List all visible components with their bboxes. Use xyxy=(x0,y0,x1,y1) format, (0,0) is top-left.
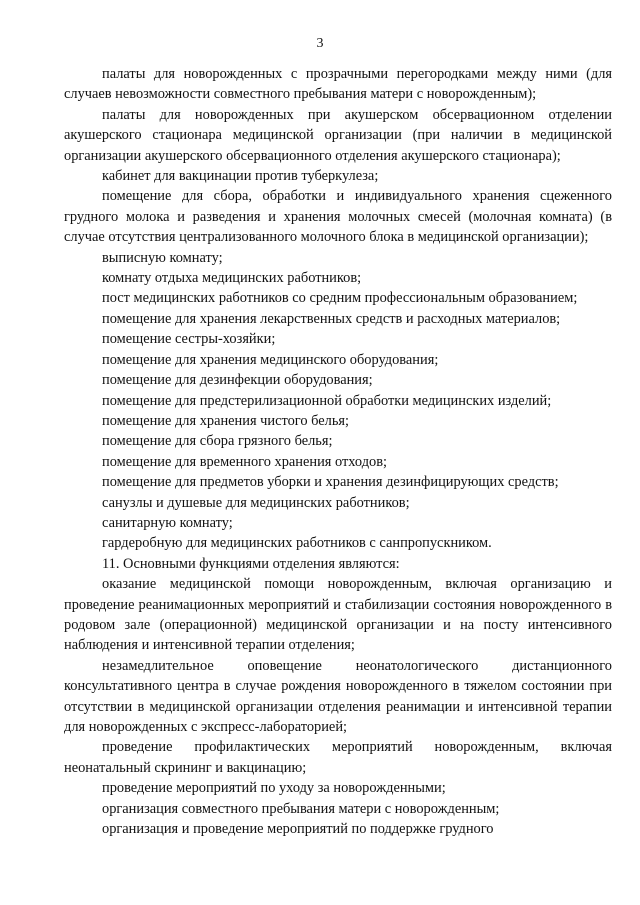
paragraph: организация и проведение мероприятий по поддержке грудного xyxy=(102,821,494,838)
paragraph: помещение для временного хранения отходов; xyxy=(102,453,388,470)
paragraph: палаты для новорожденных при акушерском обсервационном отделении акушерского стационара медицинской организации (при наличии в медицинской организации акушерского обсервационного отделения акушерского стационара); xyxy=(64,106,612,164)
paragraph: помещение для хранения лекарственных средств и расходных материалов; xyxy=(102,310,561,327)
paragraph: оказание медицинской помощи новорожденным, включая организацию и проведение реанимационных мероприятий и стабилизации состояния новорожденного в родовом зале (операционной) медицинской организации и на посту интенсивного наблюдения и интенсивной терапии отделения; xyxy=(64,576,612,654)
paragraph: помещение для предметов уборки и хранения дезинфицирующих средств; xyxy=(102,474,559,491)
paragraph: помещение для хранения чистого белья; xyxy=(102,412,350,429)
page-number: 3 xyxy=(316,36,324,51)
paragraph: помещение для предстерилизационной обработки медицинских изделий; xyxy=(102,392,552,409)
paragraph: помещение сестры-хозяйки; xyxy=(102,331,276,348)
paragraph: организация совместного пребывания матери с новорожденным; xyxy=(102,800,500,817)
section-heading: 11. Основными функциями отделения являются: xyxy=(102,555,400,572)
paragraph: помещение для хранения медицинского оборудования; xyxy=(102,351,439,368)
paragraph: санузлы и душевые для медицинских работников; xyxy=(102,494,410,511)
document-body xyxy=(64,64,612,839)
paragraph: проведение мероприятий по уходу за новорожденными; xyxy=(102,780,446,797)
paragraph: выписную комнату; xyxy=(102,249,223,266)
paragraph: пост медицинских работников со средним профессиональным образованием; xyxy=(102,290,578,307)
paragraph: помещение для сбора, обработки и индивидуального хранения сцеженного грудного молока и разведения и хранения молочных смесей (молочная комната) (в случае отсутствия централизованного молочного блока в медицинской организации); xyxy=(64,188,612,246)
paragraph: палаты для новорожденных с прозрачными перегородками между ними (для случаев невозможности совместного пребывания матери с новорожденным); xyxy=(64,66,612,103)
paragraph: незамедлительное оповещение неонатологического дистанционного консультативного центра в случае рождения новорожденного в тяжелом состоянии при отсутствии в медицинской организации отделения реанимации и интенсивной терапии для новорожденных с экспресс-лабораторией; xyxy=(64,657,612,735)
paragraph: кабинет для вакцинации против туберкулеза; xyxy=(102,168,379,185)
paragraph: комнату отдыха медицинских работников; xyxy=(102,270,362,287)
paragraph: проведение профилактических мероприятий новорожденным, включая неонатальный скрининг и вакцинацию; xyxy=(64,739,612,776)
paragraph: помещение для сбора грязного белья; xyxy=(102,433,333,450)
paragraph: помещение для дезинфекции оборудования; xyxy=(102,372,373,389)
paragraph: гардеробную для медицинских работников с санпропускником. xyxy=(102,535,492,552)
paragraph: санитарную комнату; xyxy=(102,514,233,531)
